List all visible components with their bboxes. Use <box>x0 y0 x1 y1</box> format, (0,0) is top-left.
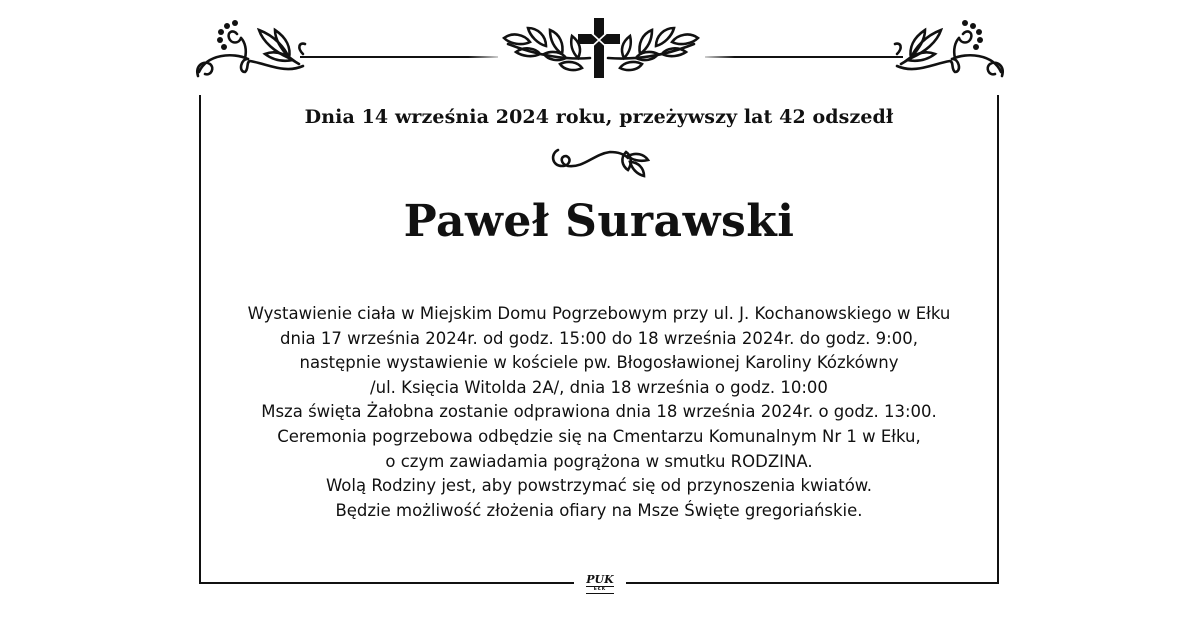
funeral-details-line: następnie wystawienie w kościele pw. Błogosławionej Karoliny Kózkówny <box>299 353 899 373</box>
funeral-details <box>200 302 998 523</box>
death-announcement-heading: Dnia 14 września 2024 roku, przeżywszy lat 42 odszedł <box>304 106 894 128</box>
frame-bottom-border-left <box>199 582 574 584</box>
puk-elk-logo <box>578 574 622 594</box>
funeral-details-line: dnia 17 września 2024r. od godz. 15:00 do 18 września 2024r. do godz. 9:00, <box>280 328 918 348</box>
top-rule-left <box>300 56 498 58</box>
logo-main-text: PUK <box>586 573 614 586</box>
deceased-name: Paweł Surawski <box>403 196 795 247</box>
cross-with-laurel-icon <box>498 14 704 80</box>
floral-flourish-left-icon <box>193 14 308 89</box>
floral-flourish-right-icon <box>892 14 1007 89</box>
funeral-details-line: /ul. Księcia Witolda 2A/, dnia 18 września o godz. 10:00 <box>370 377 828 397</box>
funeral-details-line: Wystawienie ciała w Miejskim Domu Pogrzebowym przy ul. J. Kochanowskiego w Ełku <box>247 304 951 323</box>
vine-divider-icon <box>548 144 652 178</box>
funeral-details-line: Będzie możliwość złożenia ofiary na Msze Święte gregoriańskie. <box>335 500 863 520</box>
funeral-details-line: Ceremonia pogrzebowa odbędzie się na Cmentarzu Komunalnym Nr 1 w Ełku, <box>277 426 921 446</box>
top-rule-right <box>705 56 903 58</box>
logo-sub-text: EŁK <box>586 586 614 594</box>
funeral-details-line: Wolą Rodziny jest, aby powstrzymać się od przynoszenia kwiatów. <box>325 476 873 496</box>
funeral-details-line: Msza święta Żałobna zostanie odprawiona dnia 18 września 2024r. o godz. 13:00. <box>261 402 937 422</box>
funeral-details-line: o czym zawiadamia pogrążona w smutku RODZINA. <box>385 451 813 471</box>
frame-bottom-border-right <box>626 582 999 584</box>
